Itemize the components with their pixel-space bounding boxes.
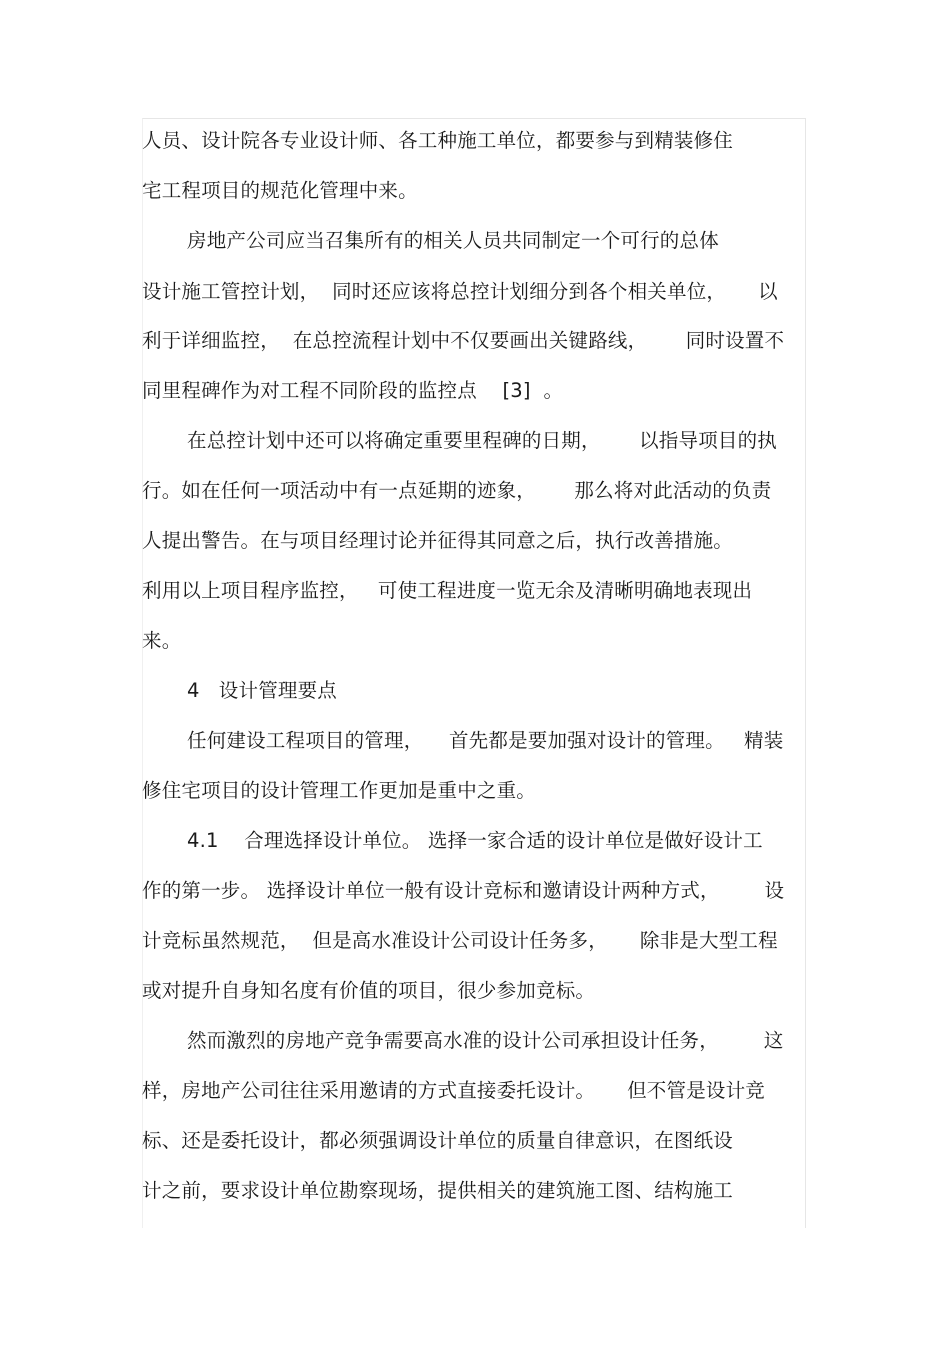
body-line-10: 利用以上项目程序监控， 可使工程进度一览无余及清晰明确地表现出 xyxy=(142,579,753,602)
body-line-19: 然而激烈的房地产竞争需要高水准的设计公司承担设计任务， 这 xyxy=(187,1029,784,1052)
body-line-2: 宅工程项目的规范化管理中来。 xyxy=(142,179,418,202)
body-line-6: 同里程碑作为对工程不同阶段的监控点 [3] 。 xyxy=(142,379,564,402)
body-line-21: 标、还是委托设计，都必须强调设计单位的质量自律意识，在图纸设 xyxy=(142,1129,734,1152)
body-line-16: 作的第一步。 选择设计单位一般有设计竞标和邀请设计两种方式， 设 xyxy=(142,879,785,902)
body-line-9: 人提出警告。在与项目经理讨论并征得其同意之后，执行改善措施。 xyxy=(142,529,734,552)
body-line-20: 样，房地产公司往往采用邀请的方式直接委托设计。 但不管是设计竞 xyxy=(142,1079,765,1102)
section-heading: 4 设计管理要点 xyxy=(187,679,338,702)
body-line-8: 行。如在任何一项活动中有一点延期的迹象， 那么将对此活动的负责 xyxy=(142,479,772,502)
body-line-1: 人员、设计院各专业设计师、各工种施工单位，都要参与到精装修住 xyxy=(142,129,734,152)
body-line-18: 或对提升自身知名度有价值的项目，很少参加竞标。 xyxy=(142,979,596,1002)
body-line-14: 修住宅项目的设计管理工作更加是重中之重。 xyxy=(142,779,537,802)
body-line-11: 来。 xyxy=(142,629,182,652)
body-line-17: 计竞标虽然规范， 但是高水准设计公司设计任务多， 除非是大型工程 xyxy=(142,929,778,952)
body-line-15: 4.1 合理选择设计单位。 选择一家合适的设计单位是做好设计工 xyxy=(187,829,763,852)
body-line-13: 任何建设工程项目的管理， 首先都是要加强对设计的管理。 精装 xyxy=(187,729,784,752)
body-line-3: 房地产公司应当召集所有的相关人员共同制定一个可行的总体 xyxy=(187,229,719,252)
body-line-7: 在总控计划中还可以将确定重要里程碑的日期， 以指导项目的执 xyxy=(187,429,777,452)
body-line-22: 计之前，要求设计单位勘察现场，提供相关的建筑施工图、结构施工 xyxy=(142,1179,734,1202)
body-line-5: 利于详细监控， 在总控流程计划中不仅要画出关键路线， 同时设置不 xyxy=(142,329,785,352)
body-line-4: 设计施工管控计划， 同时还应该将总控计划细分到各个相关单位， 以 xyxy=(142,280,778,303)
